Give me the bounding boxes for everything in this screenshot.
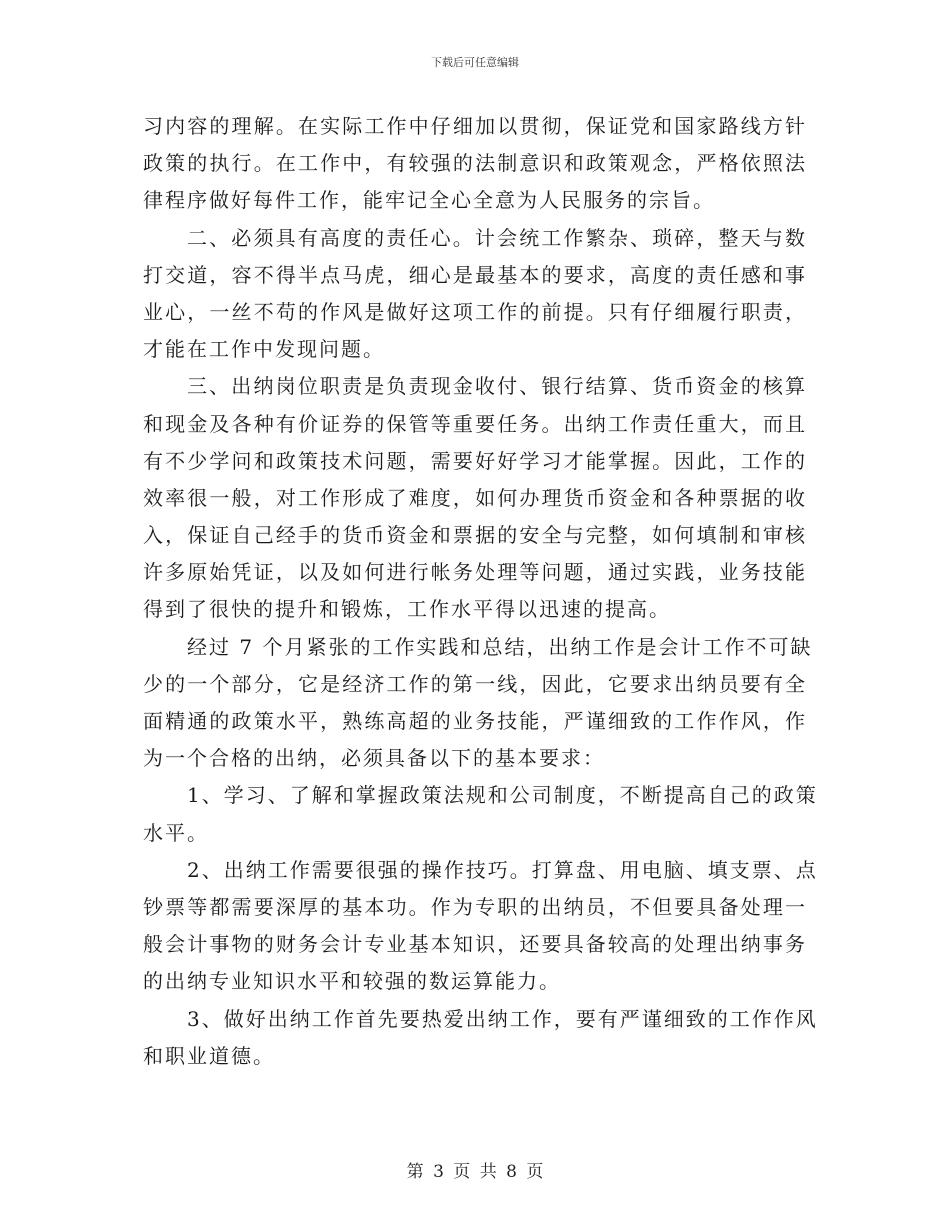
- text-line: 为一个合格的出纳，必须具备以下的基本要求：: [143, 746, 605, 771]
- paragraph: [143, 777, 818, 851]
- text-line: 业心，一丝不苟的作风是做好这项工作的前提。只有仔细履行职责，: [143, 299, 807, 324]
- text-line: 打交道，容不得半点马虎，细心是最基本的要求，高度的责任感和事: [143, 262, 807, 287]
- paragraph: [143, 368, 807, 628]
- text-line: 1、学习、了解和掌握政策法规和公司制度，不断提高自己的政策: [187, 783, 818, 808]
- text-line: 水平。: [143, 820, 209, 845]
- text-line: 少的一个部分，它是经济工作的第一线，因此，它要求出纳员要有全: [143, 671, 807, 696]
- text-line: 般会计事物的财务会计专业基本知识，还要具备较高的处理出纳事务: [143, 932, 807, 957]
- text-line: 经过 7 个月紧张的工作实践和总结，出纳工作是会计工作不可缺: [187, 634, 813, 659]
- text-line: 得到了很快的提升和锻炼，工作水平得以迅速的提高。: [143, 597, 671, 622]
- paragraph: [143, 629, 813, 778]
- paragraph: [143, 108, 807, 220]
- text-line: 政策的执行。在工作中，有较强的法制意识和政策观念，严格依照法: [143, 151, 807, 176]
- text-line: 效率很一般，对工作形成了难度，如何办理货币资金和各种票据的收: [143, 485, 807, 510]
- paragraph: [143, 1001, 818, 1075]
- text-line: 入，保证自己经手的货币资金和票据的安全与完整，如何填制和审核: [143, 523, 807, 548]
- text-line: 律程序做好每件工作，能牢记全心全意为人民服务的宗旨。: [143, 188, 715, 213]
- text-line: 三、出纳岗位职责是负责现金收付、银行结算、货币资金的核算: [187, 374, 807, 399]
- text-line: 和现金及各种有价证券的保管等重要任务。出纳工作责任重大，而且: [143, 411, 807, 436]
- paragraph: [143, 220, 807, 369]
- text-line: 钞票等都需要深厚的基本功。作为专职的出纳员，不但要具备处理一: [143, 894, 807, 919]
- text-line: 习内容的理解。在实际工作中仔细加以贯彻，保证党和国家路线方针: [143, 114, 807, 138]
- text-line: 面精通的政策水平，熟练高超的业务技能，严谨细致的工作作风，作: [143, 709, 807, 733]
- page-header: 下载后可任意编辑: [431, 56, 519, 69]
- page-footer: 第 3 页 共 8 页: [406, 1162, 544, 1182]
- document-body: [143, 108, 818, 1075]
- text-line: 3、做好出纳工作首先要热爱出纳工作，要有严谨细致的工作作风: [187, 1006, 818, 1031]
- text-line: 二、必须具有高度的责任心。计会统工作繁杂、琐碎，整天与数: [187, 225, 807, 250]
- text-line: 许多原始凭证，以及如何进行帐务处理等问题，通过实践，业务技能: [143, 560, 807, 585]
- text-line: 才能在工作中发现问题。: [143, 337, 385, 362]
- text-line: 有不少学问和政策技术问题，需要好好学习才能掌握。因此，工作的: [143, 448, 807, 473]
- text-line: 和职业道德。: [143, 1043, 275, 1068]
- text-line: 的出纳专业知识水平和较强的数运算能力。: [143, 969, 561, 994]
- paragraph: [143, 852, 818, 1001]
- text-line: 2、出纳工作需要很强的操作技巧。打算盘、用电脑、填支票、点: [187, 857, 818, 882]
